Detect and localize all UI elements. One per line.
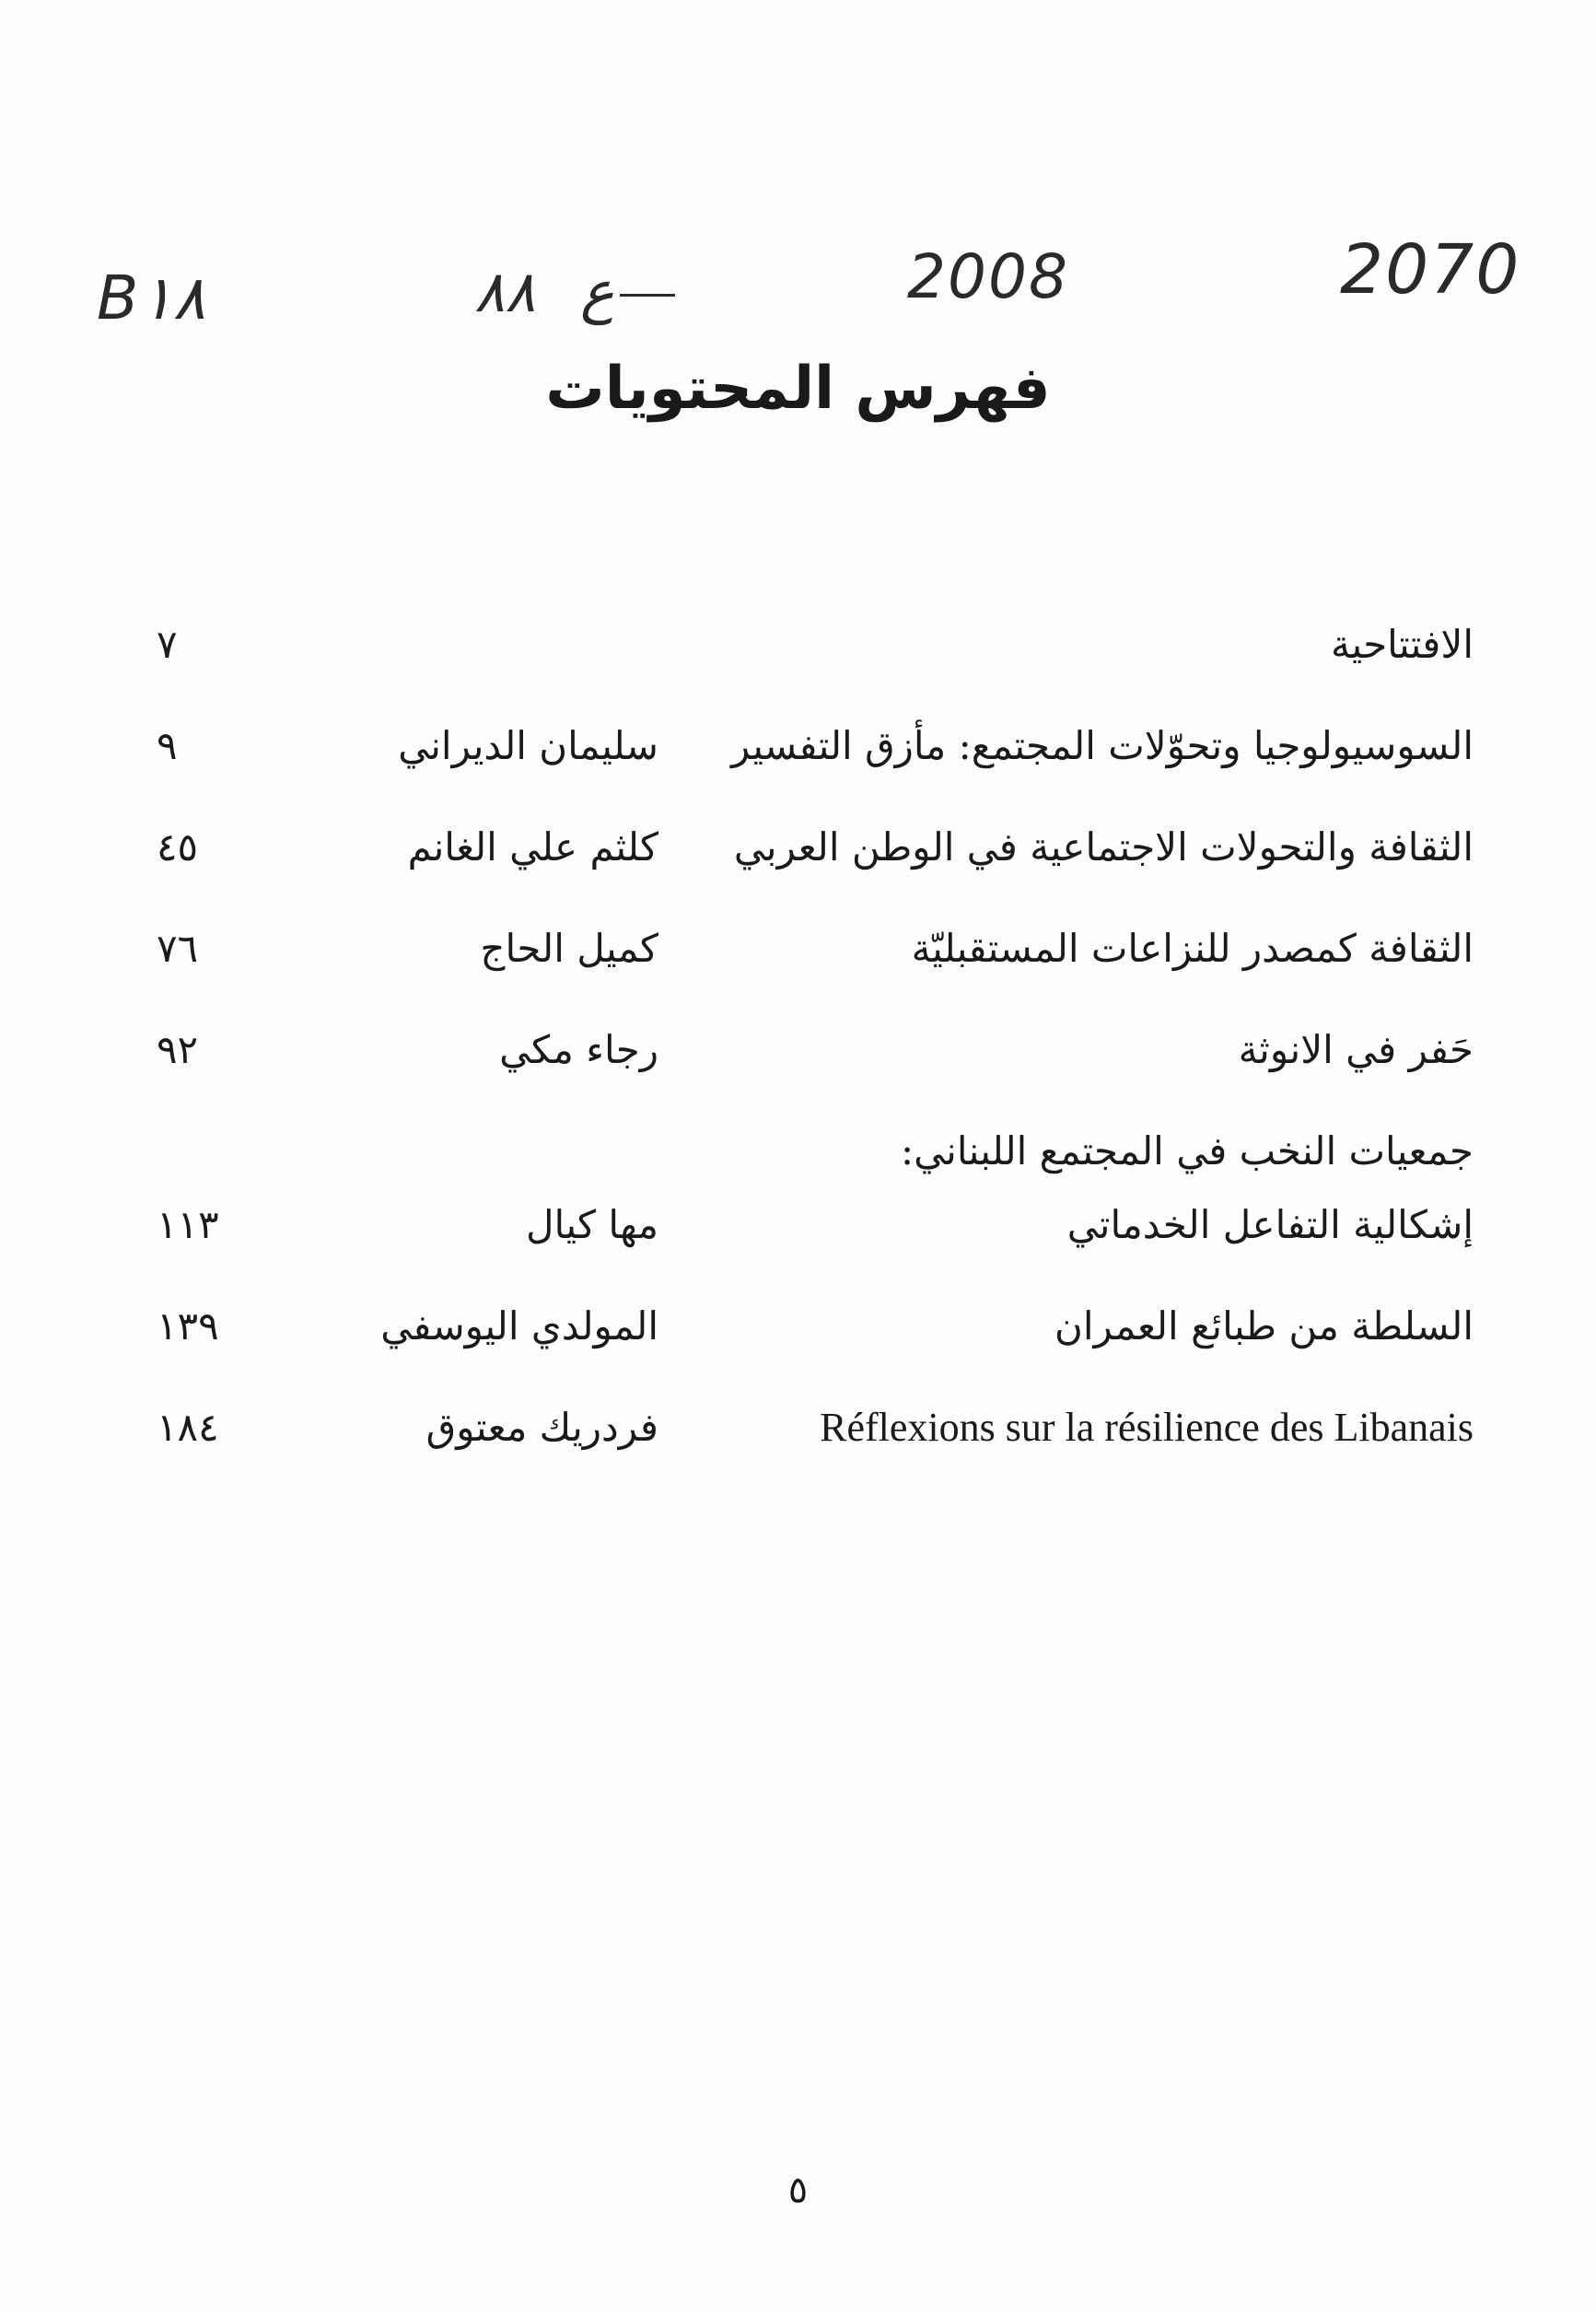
toc-entry-page: ٩ — [157, 723, 178, 768]
toc-row — [138, 1400, 1474, 1501]
toc-entry-page: ٧٦ — [157, 926, 199, 971]
toc-entry-page: ٩٢ — [157, 1027, 199, 1072]
toc-entry-author: فردريك معتوق — [425, 1405, 658, 1450]
handwritten-note: 2008 — [907, 241, 1069, 312]
handwritten-note — [580, 258, 675, 325]
toc-entry-title: Réflexions sur la résilience des Libanais — [820, 1405, 1474, 1450]
toc-entry-author: كميل الحاج — [480, 926, 658, 971]
handwritten-note-text: ع — [580, 258, 614, 325]
toc-entry-page: ١٣٩ — [157, 1303, 219, 1349]
toc-row — [138, 617, 1474, 718]
toc-entry-page: ٤٥ — [157, 824, 199, 870]
page-title: فهرس المحتويات — [545, 355, 1051, 423]
toc-row — [138, 718, 1474, 820]
toc-entry-title: حَفر في الانوثة — [1238, 1027, 1474, 1072]
table-of-contents — [138, 617, 1474, 1501]
toc-row — [138, 921, 1474, 1022]
toc-row — [138, 1022, 1474, 1124]
handwritten-note: B١٨ — [97, 263, 206, 333]
toc-entry-title: جمعيات النخب في المجتمع اللبناني: — [900, 1128, 1474, 1174]
toc-row — [138, 820, 1474, 921]
toc-row — [138, 1197, 1474, 1299]
toc-entry-author: المولدي اليوسفي — [380, 1303, 658, 1349]
toc-entry-title: إشكالية التفاعل الخدماتي — [1066, 1202, 1474, 1247]
toc-row — [138, 1124, 1474, 1197]
toc-entry-page: ١١٣ — [157, 1202, 219, 1247]
toc-entry-title: الافتتاحية — [1331, 622, 1474, 667]
toc-entry-title: السلطة من طبائع العمران — [1054, 1303, 1474, 1349]
toc-row — [138, 1299, 1474, 1400]
handwritten-note: 2070 — [1340, 230, 1521, 309]
page-number: ٥ — [787, 2169, 809, 2212]
toc-entry-page: ٧ — [157, 622, 178, 667]
toc-entry-title: السوسيولوجيا وتحوّلات المجتمع: مأزق التفسير — [731, 723, 1474, 768]
toc-entry-title: الثقافة والتحولات الاجتماعية في الوطن العربي — [733, 824, 1474, 870]
handwritten-note: ٨٨ — [474, 258, 536, 325]
toc-entry-author: كلثم علي الغانم — [407, 824, 658, 870]
toc-entry-author: سليمان الديراني — [398, 723, 658, 768]
toc-entry-title: الثقافة كمصدر للنزاعات المستقبليّة — [911, 926, 1474, 971]
toc-entry-author: مها كيال — [526, 1202, 658, 1247]
toc-entry-author: رجاء مكي — [499, 1027, 658, 1072]
handwritten-dash — [620, 294, 675, 297]
toc-entry-page: ١٨٤ — [157, 1405, 219, 1450]
